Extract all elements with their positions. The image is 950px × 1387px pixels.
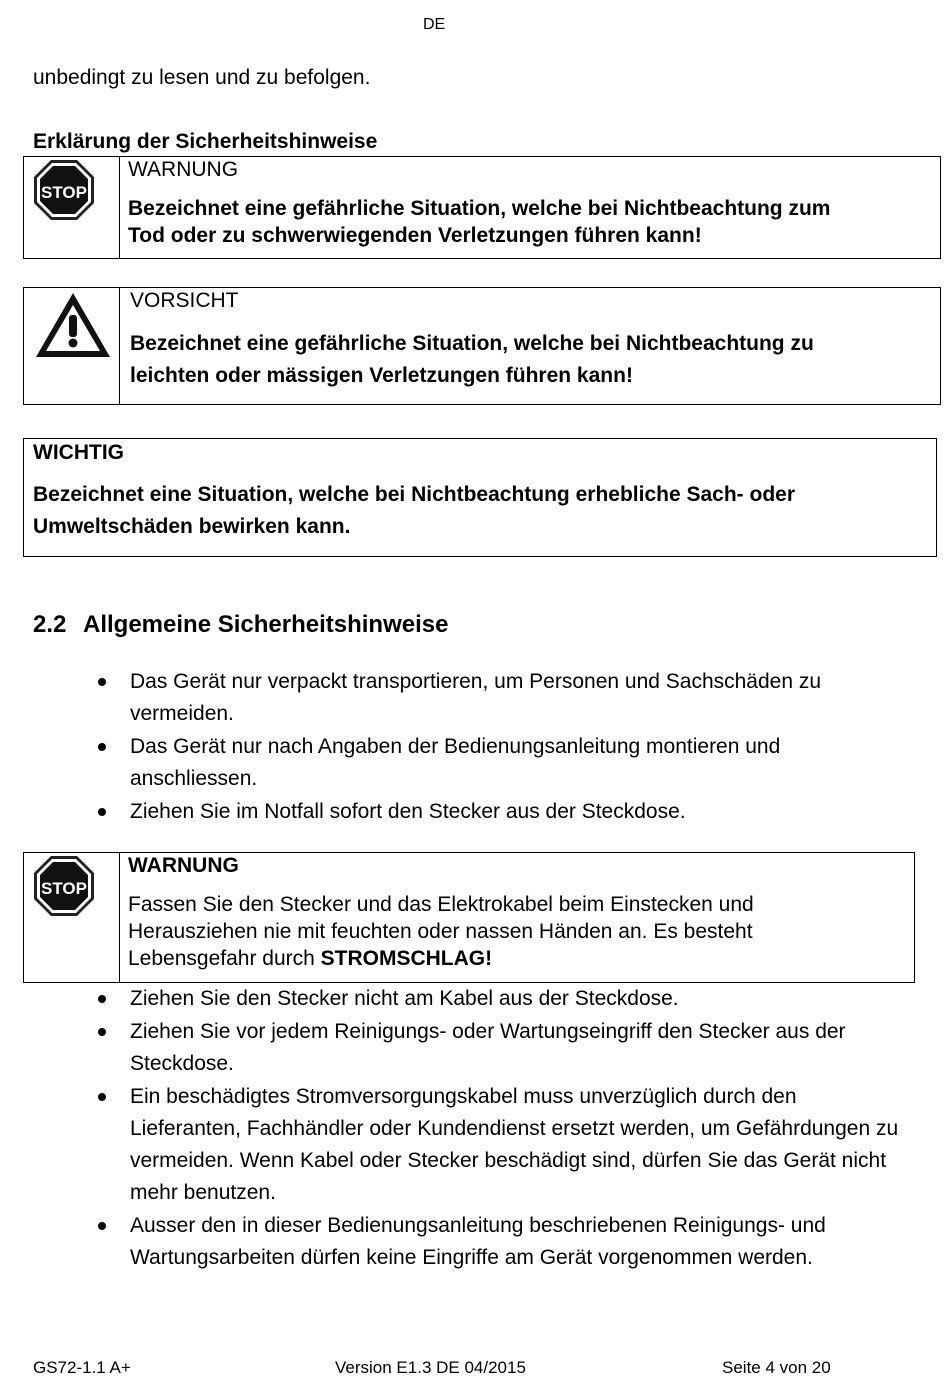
section-number: 2.2 — [33, 611, 67, 638]
vorsicht-body-line: leichten oder mässigen Verletzungen führen kann! — [130, 364, 633, 387]
vorsicht-heading: VORSICHT — [130, 289, 239, 312]
vorsicht-box — [23, 287, 941, 405]
wichtig-body — [33, 479, 913, 543]
wichtig-box — [23, 438, 937, 557]
stop-sign-icon — [33, 159, 95, 221]
stop-sign-icon — [33, 855, 95, 917]
language-label: DE — [423, 16, 446, 33]
warnung-body-line: Tod oder zu schwerwiegenden Verletzungen führen kann! — [128, 224, 702, 247]
list-item: Das Gerät nur verpackt transportieren, um Personen und Sachschäden zu vermeiden. — [0, 666, 900, 730]
list-item: Das Gerät nur nach Angaben der Bedienungsanleitung montieren und anschliessen. — [0, 731, 900, 795]
list-item: Ziehen Sie im Notfall sofort den Stecker aus der Steckdose. — [0, 796, 900, 828]
wichtig-body-line: Umweltschäden bewirken kann. — [33, 515, 351, 538]
electric-warning-icon-cell — [24, 853, 120, 982]
bullet-icon — [98, 1222, 106, 1230]
stop-sign-text: STOP — [41, 879, 87, 898]
electric-warning-line: Lebensgefahr durch STROMSCHLAG! — [128, 947, 493, 970]
warnung-body — [128, 195, 928, 249]
safety-list-2 — [0, 983, 950, 1275]
footer-version: Version E1.3 DE 04/2015 — [335, 1358, 526, 1377]
stop-sign-text: STOP — [41, 183, 87, 202]
explanation-title: Erklärung der Sicherheitshinweise — [33, 130, 378, 153]
electric-warning-body — [128, 891, 898, 972]
bullet-icon — [98, 1028, 106, 1036]
list-item: Ziehen Sie vor jedem Reinigungs- oder Wartungseingriff den Stecker aus der Steckdose. — [0, 1016, 900, 1080]
footer-page-number: Seite 4 von 20 — [722, 1358, 831, 1377]
bullet-icon — [98, 743, 106, 751]
bullet-icon — [98, 1093, 106, 1101]
vorsicht-icon-cell — [24, 288, 120, 404]
warnung-heading: WARNUNG — [128, 158, 239, 181]
intro-text: unbedingt zu lesen und zu befolgen. — [33, 66, 371, 89]
wichtig-body-line: Bezeichnet eine Situation, welche bei Nichtbeachtung erhebliche Sach- oder — [33, 483, 795, 506]
section-title — [33, 611, 448, 639]
bullet-icon — [98, 995, 106, 1003]
wichtig-heading: WICHTIG — [33, 441, 124, 464]
bullet-icon — [98, 808, 106, 816]
electric-warning-line: Fassen Sie den Stecker und das Elektrokabel beim Einstecken und — [128, 893, 754, 916]
list-item: Ausser den in dieser Bedienungsanleitung beschriebenen Reinigungs- und Wartungsarbeiten dürfen keine Eingriffe am Gerät vorgenommen werden. — [0, 1210, 900, 1274]
electric-warning-box — [23, 852, 915, 983]
electric-warning-heading: WARNUNG — [128, 854, 239, 877]
vorsicht-body-line: Bezeichnet eine gefährliche Situation, welche bei Nichtbeachtung zu — [130, 332, 814, 355]
warnung-box — [23, 156, 941, 259]
list-item: Ziehen Sie den Stecker nicht am Kabel aus der Steckdose. — [0, 983, 900, 1015]
bullet-icon — [98, 678, 106, 686]
electric-warning-line: Herausziehen nie mit feuchten oder nassen Händen an. Es besteht — [128, 920, 753, 943]
section-title-text: Allgemeine Sicherheitshinweise — [83, 611, 449, 638]
warnung-icon-cell — [24, 157, 120, 258]
footer-model: GS72-1.1 A+ — [33, 1358, 131, 1377]
electric-shock-emphasis: STROMSCHLAG! — [320, 947, 493, 970]
vorsicht-body — [130, 328, 930, 392]
list-item: Ein beschädigtes Stromversorgungskabel muss unverzüglich durch den Lieferanten, Fachhändler oder Kundendienst ersetzt werden, um Gefährdungen zu vermeiden. Wenn Kabel oder Stecker beschädigt sind, dürfen Sie das Gerät nicht mehr benutzen. — [0, 1081, 900, 1209]
safety-list-1 — [0, 666, 950, 829]
warning-triangle-icon — [34, 291, 112, 359]
warnung-body-line: Bezeichnet eine gefährliche Situation, welche bei Nichtbeachtung zum — [128, 197, 831, 220]
